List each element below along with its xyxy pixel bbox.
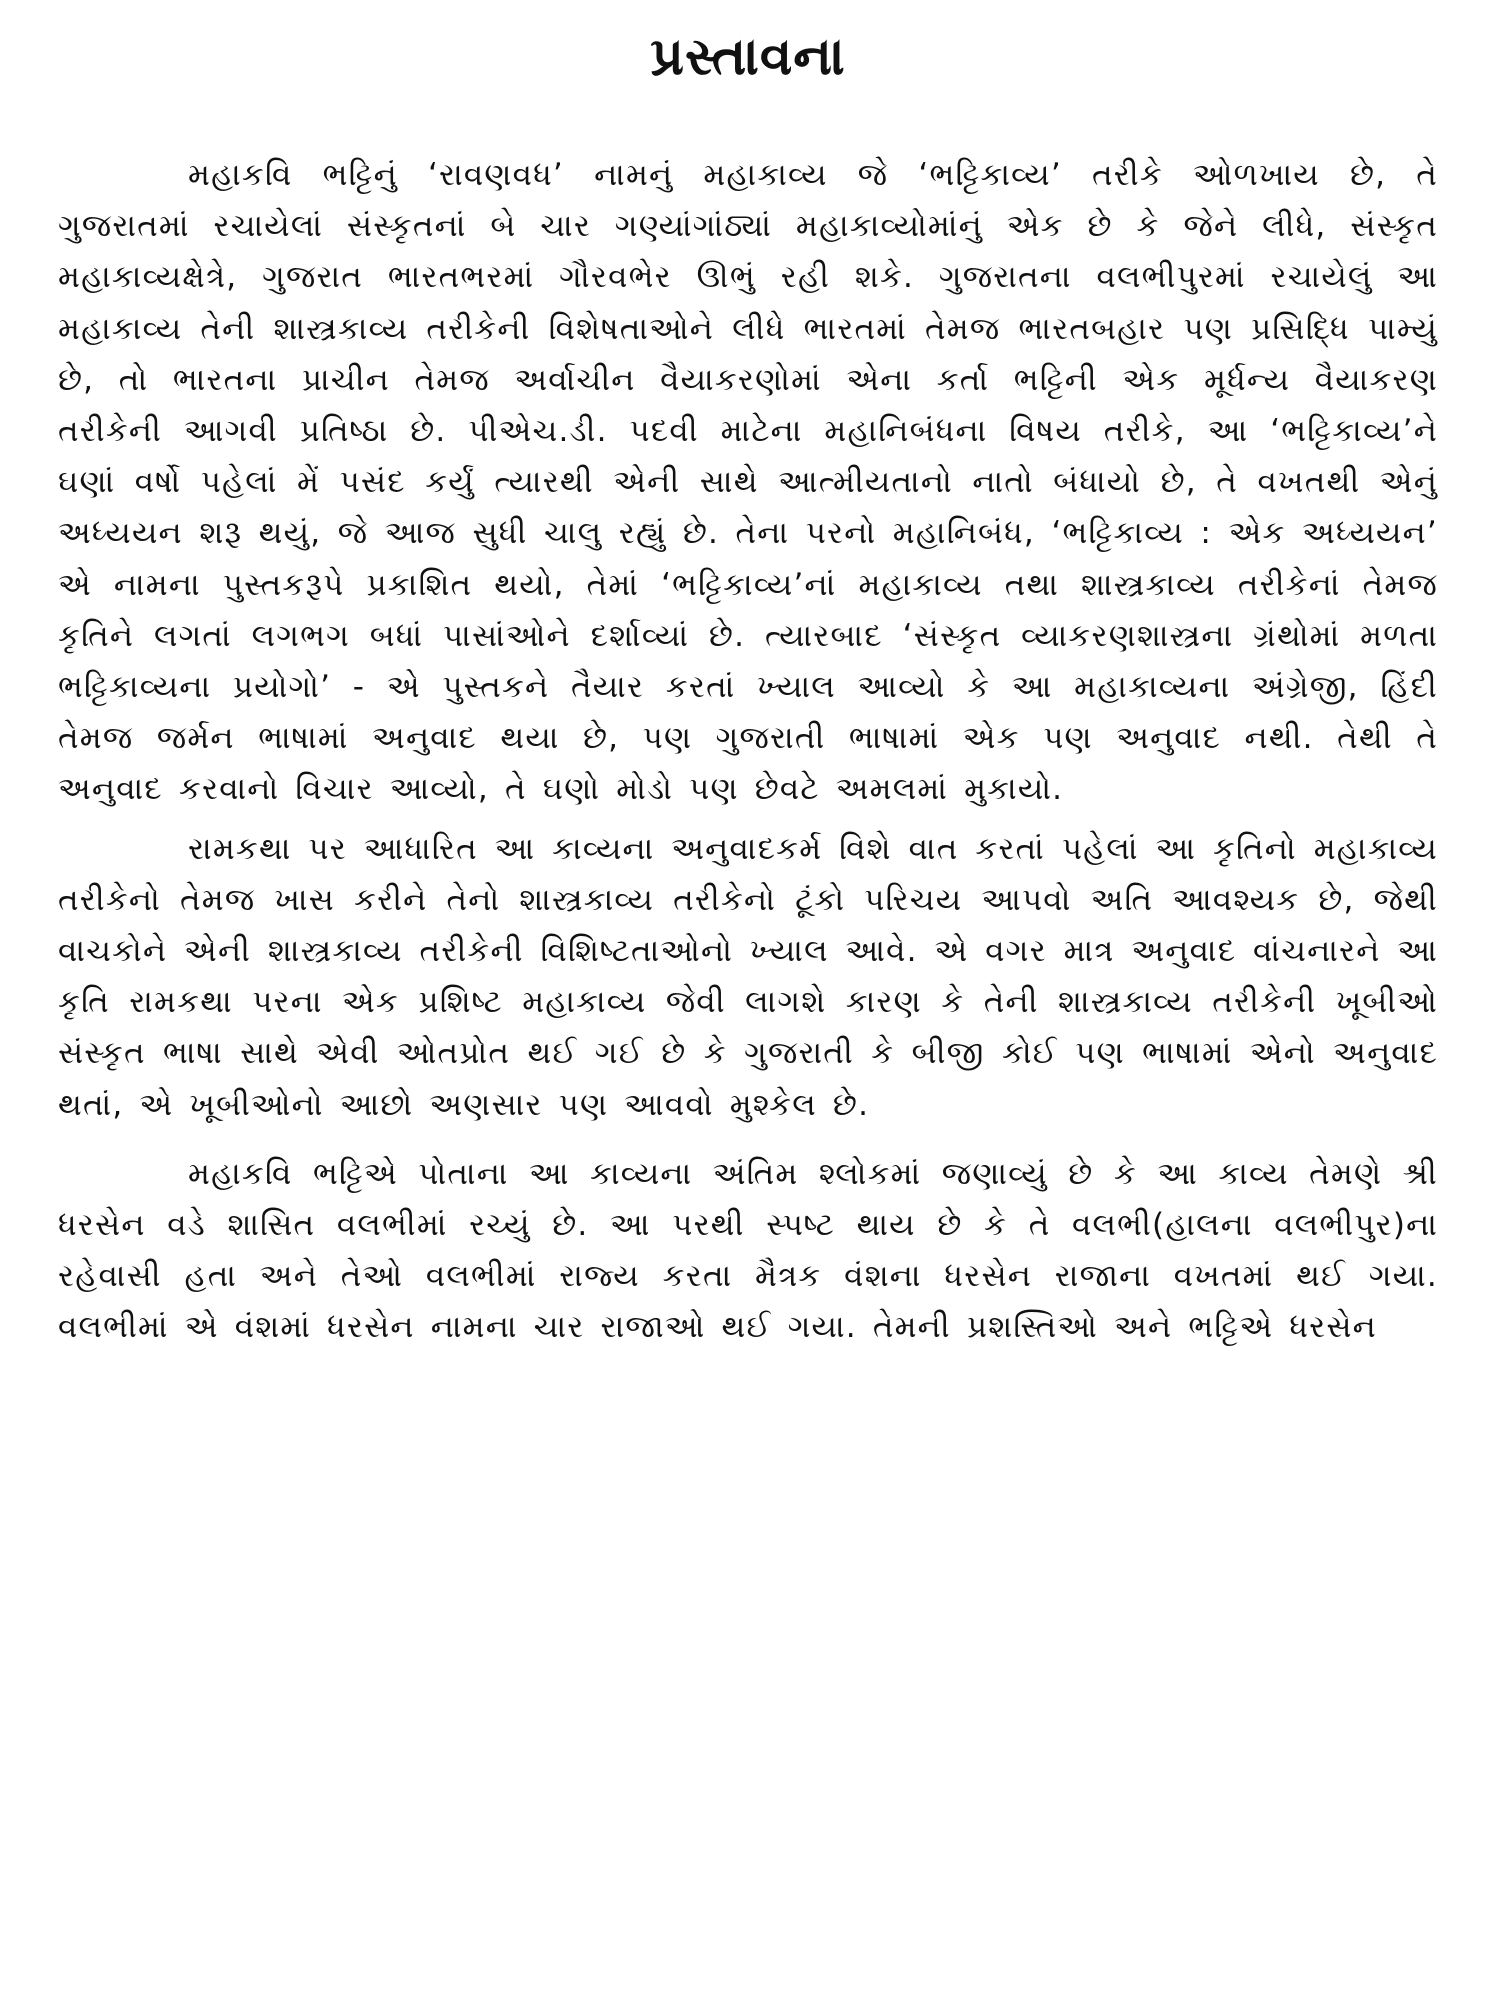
paragraph-3: મહાકવિ ભટ્ટિએ પોતાના આ કાવ્યના અંતિમ શ્લોકમાં જણાવ્યું છે કે આ કાવ્ય તેમણે શ્રી ધરસેન વડે શાસિત વલભીમાં રચ્યું છે. આ પરથી સ્પષ્ટ થાય છે કે તે વલભી(હાલના વલભીપુર)ના રહેવાસી હતા અને તેઓ વલભીમાં રાજ્ય કરતા મૈત્રક વંશના ધરસેન રાજાના વખતમાં થઈ ગયા. વલભીમાં એ વંશમાં ધરસેન નામના ચાર રાજાઓ થઈ ગયા. તેમની પ્રશસ્તિઓ અને ભટ્ટિએ ધરસેન (58, 1155, 1438, 1346)
paragraph-2: રામકથા પર આધારિત આ કાવ્યના અનુવાદકર્મ વિશે વાત કરતાં પહેલાં આ કૃતિનો મહાકાવ્ય તરીકેનો તેમજ ખાસ કરીને તેનો શાસ્ત્રકાવ્ય તરીકેનો ટૂંકો પરિચય આપવો અતિ આવશ્યક છે, જેથી વાચકોને એની શાસ્ત્રકાવ્ય તરીકેની વિશિષ્ટતાઓનો ખ્યાલ આવે. એ વગર માત્ર અનુવાદ વાંચનારને આ કૃતિ રામકથા પરના એક પ્રશિષ્ટ મહાકાવ્ય જેવી લાગશે કારણ કે તેની શાસ્ત્રકાવ્ય તરીકેની ખૂબીઓ સંસ્કૃત ભાષા સાથે એવી ઓતપ્રોત થઈ ગઈ છે કે ગુજરાતી કે બીજી કોઈ પણ ભાષામાં એનો અનુવાદ થતાં, એ ખૂબીઓનો આછો અણસાર પણ આવવો મુશ્કેલ છે. (58, 830, 1438, 1123)
document-body (58, 150, 1438, 1354)
page-title: પ્રસ્તાવના (650, 27, 846, 87)
paragraph-1: મહાકવિ ભટ્ટિનું ‘રાવણવધ’ નામનું મહાકાવ્ય જે ‘ભટ્ટિકાવ્ય’ તરીકે ઓળખાય છે, તે ગુજરાતમાં રચાયેલાં સંસ્કૃતનાં બે ચાર ગણ્યાંગાંઠ્યાં મહાકાવ્યોમાંનું એક છે કે જેને લીધે, સંસ્કૃત મહાકાવ્યક્ષેત્રે, ગુજરાત ભારતભરમાં ગૌરવભેર ઊભું રહી શકે. ગુજરાતના વલભીપુરમાં રચાયેલું આ મહાકાવ્ય તેની શાસ્ત્રકાવ્ય તરીકેની વિશેષતાઓને લીધે ભારતમાં તેમજ ભારતબહાર પણ પ્રસિદ્ધિ પામ્યું છે, તો ભારતના પ્રાચીન તેમજ અર્વાચીન વૈયાકરણોમાં એના કર્તા ભટ્ટિની એક મૂર્ધન્ય વૈયાકરણ તરીકેની આગવી પ્રતિષ્ઠા છે. પીએચ.ડી. પદવી માટેના મહાનિબંધના વિષય તરીકે, આ ‘ભટ્ટિકાવ્ય’ને ઘણાં વર્ષો પહેલાં મેં પસંદ કર્યું ત્યારથી એની સાથે આત્મીયતાનો નાતો બંધાયો છે, તે વખતથી એનું અધ્યયન શરૂ થયું, જે આજ સુધી ચાલુ રહ્યું છે. તેના પરનો મહાનિબંધ, ‘ભટ્ટિકાવ્ય : એક અધ્યયન’ એ નામના પુસ્તકરૂપે પ્રકાશિત થયો, તેમાં ‘ભટ્ટિકાવ્ય’નાં મહાકાવ્ય તથા શાસ્ત્રકાવ્ય તરીકેનાં તેમજ કૃતિને લગતાં લગભગ બધાં પાસાંઓને દર્શાવ્યાં છે. ત્યારબાદ ‘સંસ્કૃત વ્યાકરણશાસ્ત્રના ગ્રંથોમાં મળતા ભટ્ટિકાવ્યના પ્રયોગો’ - એ પુસ્તકને તૈયાર કરતાં ખ્યાલ આવ્યો કે આ મહાકાવ્યના અંગ્રેજી, હિંદી તેમજ જર્મન ભાષામાં અનુવાદ થયા છે, પણ ગુજરાતી ભાષામાં એક પણ અનુવાદ નથી. તેથી તે અનુવાદ કરવાનો વિચાર આવ્યો, તે ઘણો મોડો પણ છેવટે અમલમાં મુકાયો. (58, 157, 1438, 808)
